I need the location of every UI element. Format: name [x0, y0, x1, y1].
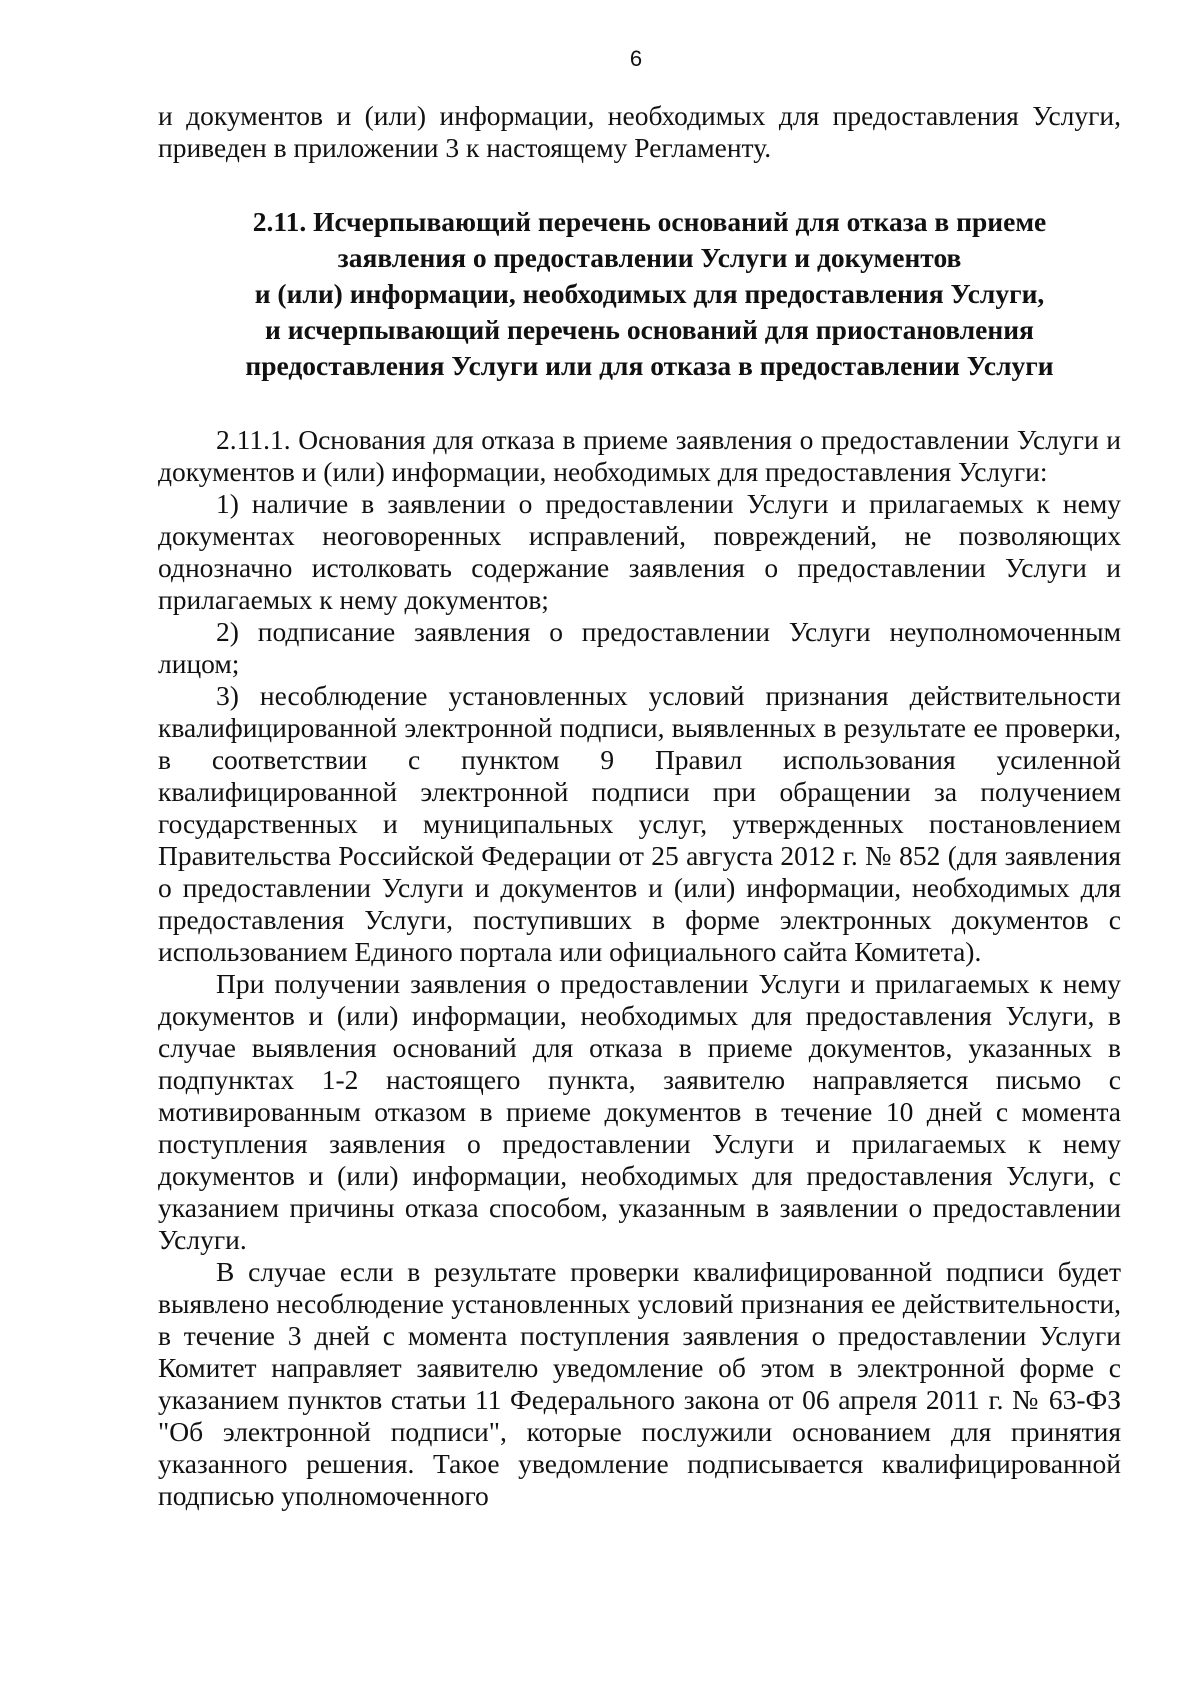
heading-line: и (или) информации, необходимых для предоставления Услуги, — [254, 278, 1045, 309]
paragraph-2-11-1: 2.11.1. Основания для отказа в приеме заявления о предоставлении Услуги и документов и (или) информации, необходимых для предоставления Услуги: — [158, 424, 1121, 487]
heading-line: и исчерпывающий перечень оснований для приостановления — [265, 314, 1034, 345]
heading-line: 2.11. Исчерпывающий перечень оснований для отказа в приеме — [252, 206, 1047, 237]
section-heading — [158, 204, 1121, 384]
paragraph-refusal-letter: При получении заявления о предоставлении Услуги и прилагаемых к нему документов и (или) информации, необходимых для предоставления Услуги, в случае выявления оснований для отказа в приеме документов, указанных в подпунктах 1-2 настоящего пункта, заявителю направляется письмо с мотивированным отказом в приеме документов в течение 10 дней с момента поступления заявления о предоставлении Услуги и прилагаемых к нему документов и (или) информации, необходимых для предоставления Услуги, с указанием причины отказа способом, указанным в заявлении о предоставлении Услуги. — [158, 968, 1121, 1255]
list-item-2: 2) подписание заявления о предоставлении Услуги неуполномоченным лицом; — [158, 616, 1121, 679]
list-item-1: 1) наличие в заявлении о предоставлении Услуги и прилагаемых к нему документах неоговоренных исправлений, повреждений, не позволяющих однозначно истолковать содержание заявления о предоставлении Услуги и прилагаемых к нему документов; — [158, 488, 1121, 615]
heading-line: предоставления Услуги или для отказа в предоставлении Услуги — [245, 350, 1054, 381]
heading-line: заявления о предоставлении Услуги и документов — [337, 242, 962, 273]
document-body — [158, 100, 1121, 1512]
list-item-3: 3) несоблюдение установленных условий признания действительности квалифицированной электронной подписи, выявленных в результате ее проверки, в соответствии с пунктом 9 Правил использования усиленной квалифицированной электронной подписи при обращении за получением государственных и муниципальных услуг, утвержденных постановлением Правительства Российской Федерации от 25 августа 2012 г. № 852 (для заявления о предоставлении Услуги и документов и (или) информации, необходимых для предоставления Услуги, поступивших в форме электронных документов с использованием Единого портала или официального сайта Комитета). — [158, 680, 1121, 967]
paragraph-signature-check: В случае если в результате проверки квалифицированной подписи будет выявлено несоблюдение установленных условий признания ее действительности, в течение 3 дней с момента поступления заявления о предоставлении Услуги Комитет направляет заявителю уведомление об этом в электронной форме с указанием пунктов статьи 11 Федерального закона от 06 апреля 2011 г. № 63-ФЗ "Об электронной подписи", которые послужили основанием для принятия указанного решения. Такое уведомление подписывается квалифицированной подписью уполномоченного — [158, 1256, 1121, 1511]
page-number: 6 — [629, 46, 643, 71]
intro-paragraph: и документов и (или) информации, необходимых для предоставления Услуги, приведен в приложении 3 к настоящему Регламенту. — [158, 100, 1121, 163]
